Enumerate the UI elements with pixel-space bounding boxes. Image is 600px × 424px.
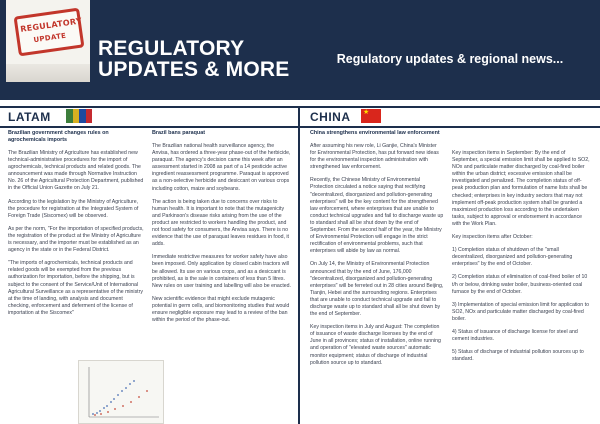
page-title-line1: REGULATORY: [98, 37, 245, 60]
china-article-column1: [310, 130, 444, 424]
article-paragraph: New scientific evidence that might exclude mutagenic potential in germ cells, and biomonitoring studies that would ensure negligible exposure may lead to a review of the ban within the period of the phase-out.: [152, 295, 290, 324]
article-paragraph: 3) Implementation of special emission limit for application to SO2, NOx and particulate matter discharged by coal-fired boiler.: [452, 301, 589, 322]
article-paragraph: The action is being taken due to concerns over risks to human health. It is important to note that the mutagenicity and Parkinson's disease risks arising from the use of the product are restricted to workers handling the product, and not food safety for consumers, the Anvisa says. There is no evidence that the use of paraquat leaves residues in food, it adds.: [152, 198, 289, 248]
header-banner: [0, 0, 600, 100]
article-paragraph: The Brazilian national health surveillance agency, the Anvisa, has ordered a three-year phase-out of the herbicide, paraquat. The agency's decision came this week after an assessment started in 2008 as part of a 14 pesticide active ingredient reassessment programme. Paraquat is approved as a non-selective herbicide and desiccant on various crops including cotton, maize and soybeans.: [152, 143, 291, 192]
stamp-icon: [14, 8, 85, 57]
page-title: [98, 38, 289, 80]
article-title: China strengthens environmental law enforcement: [310, 130, 440, 136]
article-paragraph: On July 14, the Ministry of Environmental Protection announced that by the end of June, 176,000 "decentralized, disorganized and pollution-generating enterprises" will be ferreted out in 28 cities around Beijing, Tianjin, Hebei and the surrounding regions. Enterprises that are unable to conduct technical upgrade and fail to discharge waste up to standard shall all be shut down by the end of September.: [310, 261, 444, 318]
stamp-paper: [6, 64, 90, 82]
article-paragraph: 5) Status of discharge of industrial pollution sources up to standard.: [452, 349, 584, 363]
article-paragraph: Key inspection items in September: By the end of September, a special emission limit shall be applied to SO2, NOx and particulate matter discharged by coal-fired boiler within the urban district; excessive emission shall be investigated and penalized. The completion status of off-peak production plan and formulation of name lists shall be checked; enterprises in key industry sectors that may not implement off-peak production system shall be granted a maximized production loss according to the undertaken tasks, subject to approval or endorsement in accordance with the Work Plan.: [452, 150, 590, 227]
article-paragraph: Key inspection items after October:: [452, 234, 533, 241]
article-paragraph: As per the norm, "For the importation of specified products, the registration of the product at the Ministry of Agriculture is necessary, and the importer must be established as an agency in the state or in the Federal District.: [8, 225, 144, 254]
column-divider: [298, 108, 300, 424]
section-top-rule: [0, 106, 600, 108]
scatter-plot-graphic: [79, 361, 165, 424]
article-title: Brazilian government changes rules on agrochemicals imports: [8, 130, 109, 143]
article-paragraph: 1) Completion status of shutdown of the "small decentralized, disorganized and pollution-generating enterprises" by the end of October.: [452, 247, 573, 268]
stamp-text-line2: UPDATE: [33, 31, 67, 45]
china-article-column2: [452, 150, 592, 424]
article-paragraph: According to the legislation by the Ministry of Agriculture, the procedure for registration at the Integrated System of Foreign Trade (Siscomex) will be observed.: [8, 198, 139, 219]
article-paragraph: The Brazilian Ministry of Agriculture has established new technical-administrative procedures for the import of agrochemicals, technical products and related goods. The announcement was made through Normative Instruction No. 26 of the Agricultural Protection Department, published in the Official Union Gazette on July 21.: [8, 150, 144, 192]
section-heading-china: CHINA: [310, 110, 351, 124]
article-paragraph: 2) Completion status of elimination of coal-fired boiler of 10 t/h or below, drinking water boiler, business-oriented coal furnace by the end of October.: [452, 274, 588, 295]
stamp-text-line1: REGULATORY: [19, 16, 83, 34]
article-paragraph: Key inspection items in July and August: The completion of issuance of waste discharge licenses by the end of June in all provinces; status of installation, online running and operation of "elevated waste sources" automatic monitor equipment; status of discharge of industrial pollution source up to standard.: [310, 324, 441, 366]
latam-article-imports: [8, 130, 146, 368]
article-title: Brazil bans paraquat: [152, 130, 206, 136]
article-paragraph: After assuming his new role, Li Ganjie, China's Minister for Environmental Protection, has put forward new ideas for the environmental inspection administration with strengthened law enforcement.: [310, 143, 439, 171]
latam-article-paraquat: [152, 130, 292, 340]
section-heading-latam: LATAM: [8, 110, 51, 124]
regulatory-stamp-image: [6, 0, 90, 82]
latam-flags-icon: [66, 109, 92, 123]
scatter-plot-image: [78, 360, 164, 424]
page-subtitle: Regulatory updates & regional news...: [336, 52, 564, 66]
article-paragraph: Recently, the Chinese Ministry of Environmental Protection circulated a notice saying that rectifying "decentralized, disorganized and pollution-generating enterprises" will be the key content for the strengthened law enforcement, where enterprises that are unable to conduct technical upgrades and fail to discharge waste up to standard shall all be shut down by the end of September. From the second half of the year, the Ministry of Environmental Protection will engage in the strict rectification of environmental problems, such that enterprises will abide by law as normal.: [310, 177, 444, 255]
page-title-line2: UPDATES & MORE: [98, 58, 290, 81]
section-heading-rule: [0, 126, 600, 128]
article-paragraph: Immediate restrictive measures for worker safety have also been imposed. Only application by closed cabin tractors will be allowed. Its use on various crops, and as a desiccant is prohibited, as is the sale in containers of less than 5 litres. New rules on user training and labelling will also be enacted.: [152, 254, 291, 289]
china-flag-icon: ★: [361, 109, 381, 123]
article-paragraph: "The imports of agrochemicals, technical products and related goods will be exempted from the previous authorization for importation, before the shipping, but is subject to the consent of the Service/Unit of International Agricultural Surveillance as a representative of the ministry at the time of landing, with analysis and document checking, enforcement and deferment of the license of importation at the Siscomex": [8, 260, 143, 316]
article-paragraph: 4) Status of issuance of discharge license for steel and cement industries.: [452, 328, 578, 343]
